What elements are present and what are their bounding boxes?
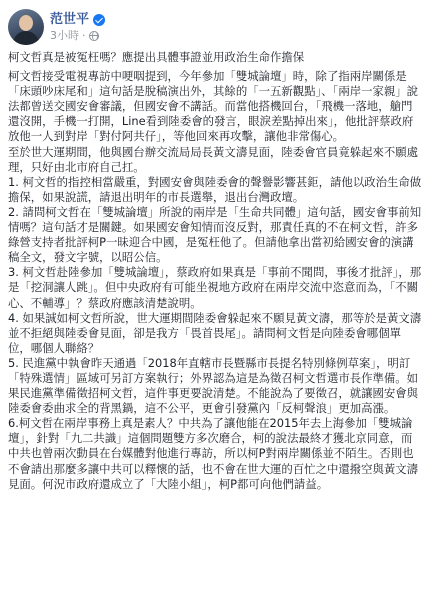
author-name-link[interactable]: 范世平 [50, 12, 90, 27]
post-paragraph-point-1: 1. 柯文哲的指控相當嚴重，對國安會與陸委會的聲譽影響甚鉅，請他以政治生命做擔保，如果說謊，請退出明年的市長選舉，退出台灣政壇。 [8, 174, 422, 204]
meta-separator: · [82, 29, 86, 42]
verified-badge-icon [93, 14, 105, 26]
post-paragraph-point-2: 2. 請問柯文哲在「雙城論壇」所說的兩岸是「生命共同體」這句話，國安會事前知情嗎？這句話才是關鍵。如果國安會知情而沒反對，那責任真的不在柯文哲，許多綠營支持者批評柯P一昧迎合中國，是冤枉他了。但請他拿出當初給國安會的演講稿全文，發文字號，以昭公信。 [8, 204, 422, 265]
post-paragraph-point-4: 4. 如果誠如柯文哲所說，世大運期間陸委會躲起來不願見黃文濤，那等於是黃文濤並不拒絕與陸委會見面，卻是我方「畏首畏尾」。請問柯文哲是向陸委會哪個單位，哪個人聯絡？ [8, 310, 422, 355]
post-paragraph-universiade: 至於世大運期間，他與國台辦交流局局長黃文濤見面，陸委會官員竟躲起來不願處理，只好由北市府自己扛。 [8, 144, 419, 174]
post-paragraph-intro: 柯文哲接受電視專訪中哽咽提到，今年參加「雙城論壇」時，除了指兩岸關係是「床頭吵床尾和」這句話是脫稿演出外，其餘的「一五新觀點」、「兩岸一家親」說法都曾送交國安會審議，但國安會不講話。而當他搭機回台，「飛機一落地，艙門還沒開，手機一打開，Line看到陸委會的發言，眼淚差點掉出來」，他批評蔡政府放他一人到對岸「對付阿共仔」，等他回來再攻擊，讓他非常傷心。 [8, 69, 419, 144]
post-time-row [50, 29, 105, 42]
post-body [8, 50, 422, 492]
post-header [8, 8, 422, 46]
post-paragraph-point-5: 5. 民進黨中執會昨天通過「2018年直轄市長暨縣市長提名特別條例草案」，明訂「特殊選情」區域可另訂方案執行；外界認為這是為徵召柯文哲選市長作準備。如果民進黨準備徵招柯文哲，這件事更要說清楚。不能說為了要徵召，就讓國安會與陸委會委曲求全的背黑鍋，這不公平，更會引發黨內「反柯聲浪」更加高漲。 [8, 355, 419, 416]
avatar-body [13, 31, 39, 45]
post-timestamp[interactable]: 3小時 [50, 29, 79, 42]
post-meta [50, 12, 105, 42]
post-paragraph-point-6: 6.柯文哲在兩岸事務上真是素人？中共為了讓他能在2015年去上海參加「雙城論壇」，針對「九二共識」這個問題雙方多次磨合，柯的說法最終才獲北京同意，而中共也曾兩次動員在台媒體對他進行專訪，所以柯P對兩岸關係並不陌生。否則也不會請出那麼多讓中共可以釋懷的話，也不會在世大運的百忙之中還撥空與黃文濤見面。何況市政府還成立了「大陸小組」，柯P都可向他們請益。 [8, 416, 419, 491]
post-paragraph-point-3: 3. 柯文哲赴陸參加「雙城論壇」，蔡政府如果真是「事前不聞問，事後才批評」，那是「挖洞讓人跳」。但中央政府有可能坐視地方政府在兩岸交流中恣意而為，「不關心、不輔導」？蔡政府應該清楚說明。 [8, 265, 422, 310]
author-name-row [50, 12, 105, 28]
post-title: 柯文哲真是被冤枉嗎？應提出具體事證並用政治生命作擔保 [8, 50, 305, 64]
globe-icon[interactable] [89, 31, 99, 41]
author-avatar[interactable] [8, 9, 44, 45]
avatar-face [19, 15, 33, 31]
